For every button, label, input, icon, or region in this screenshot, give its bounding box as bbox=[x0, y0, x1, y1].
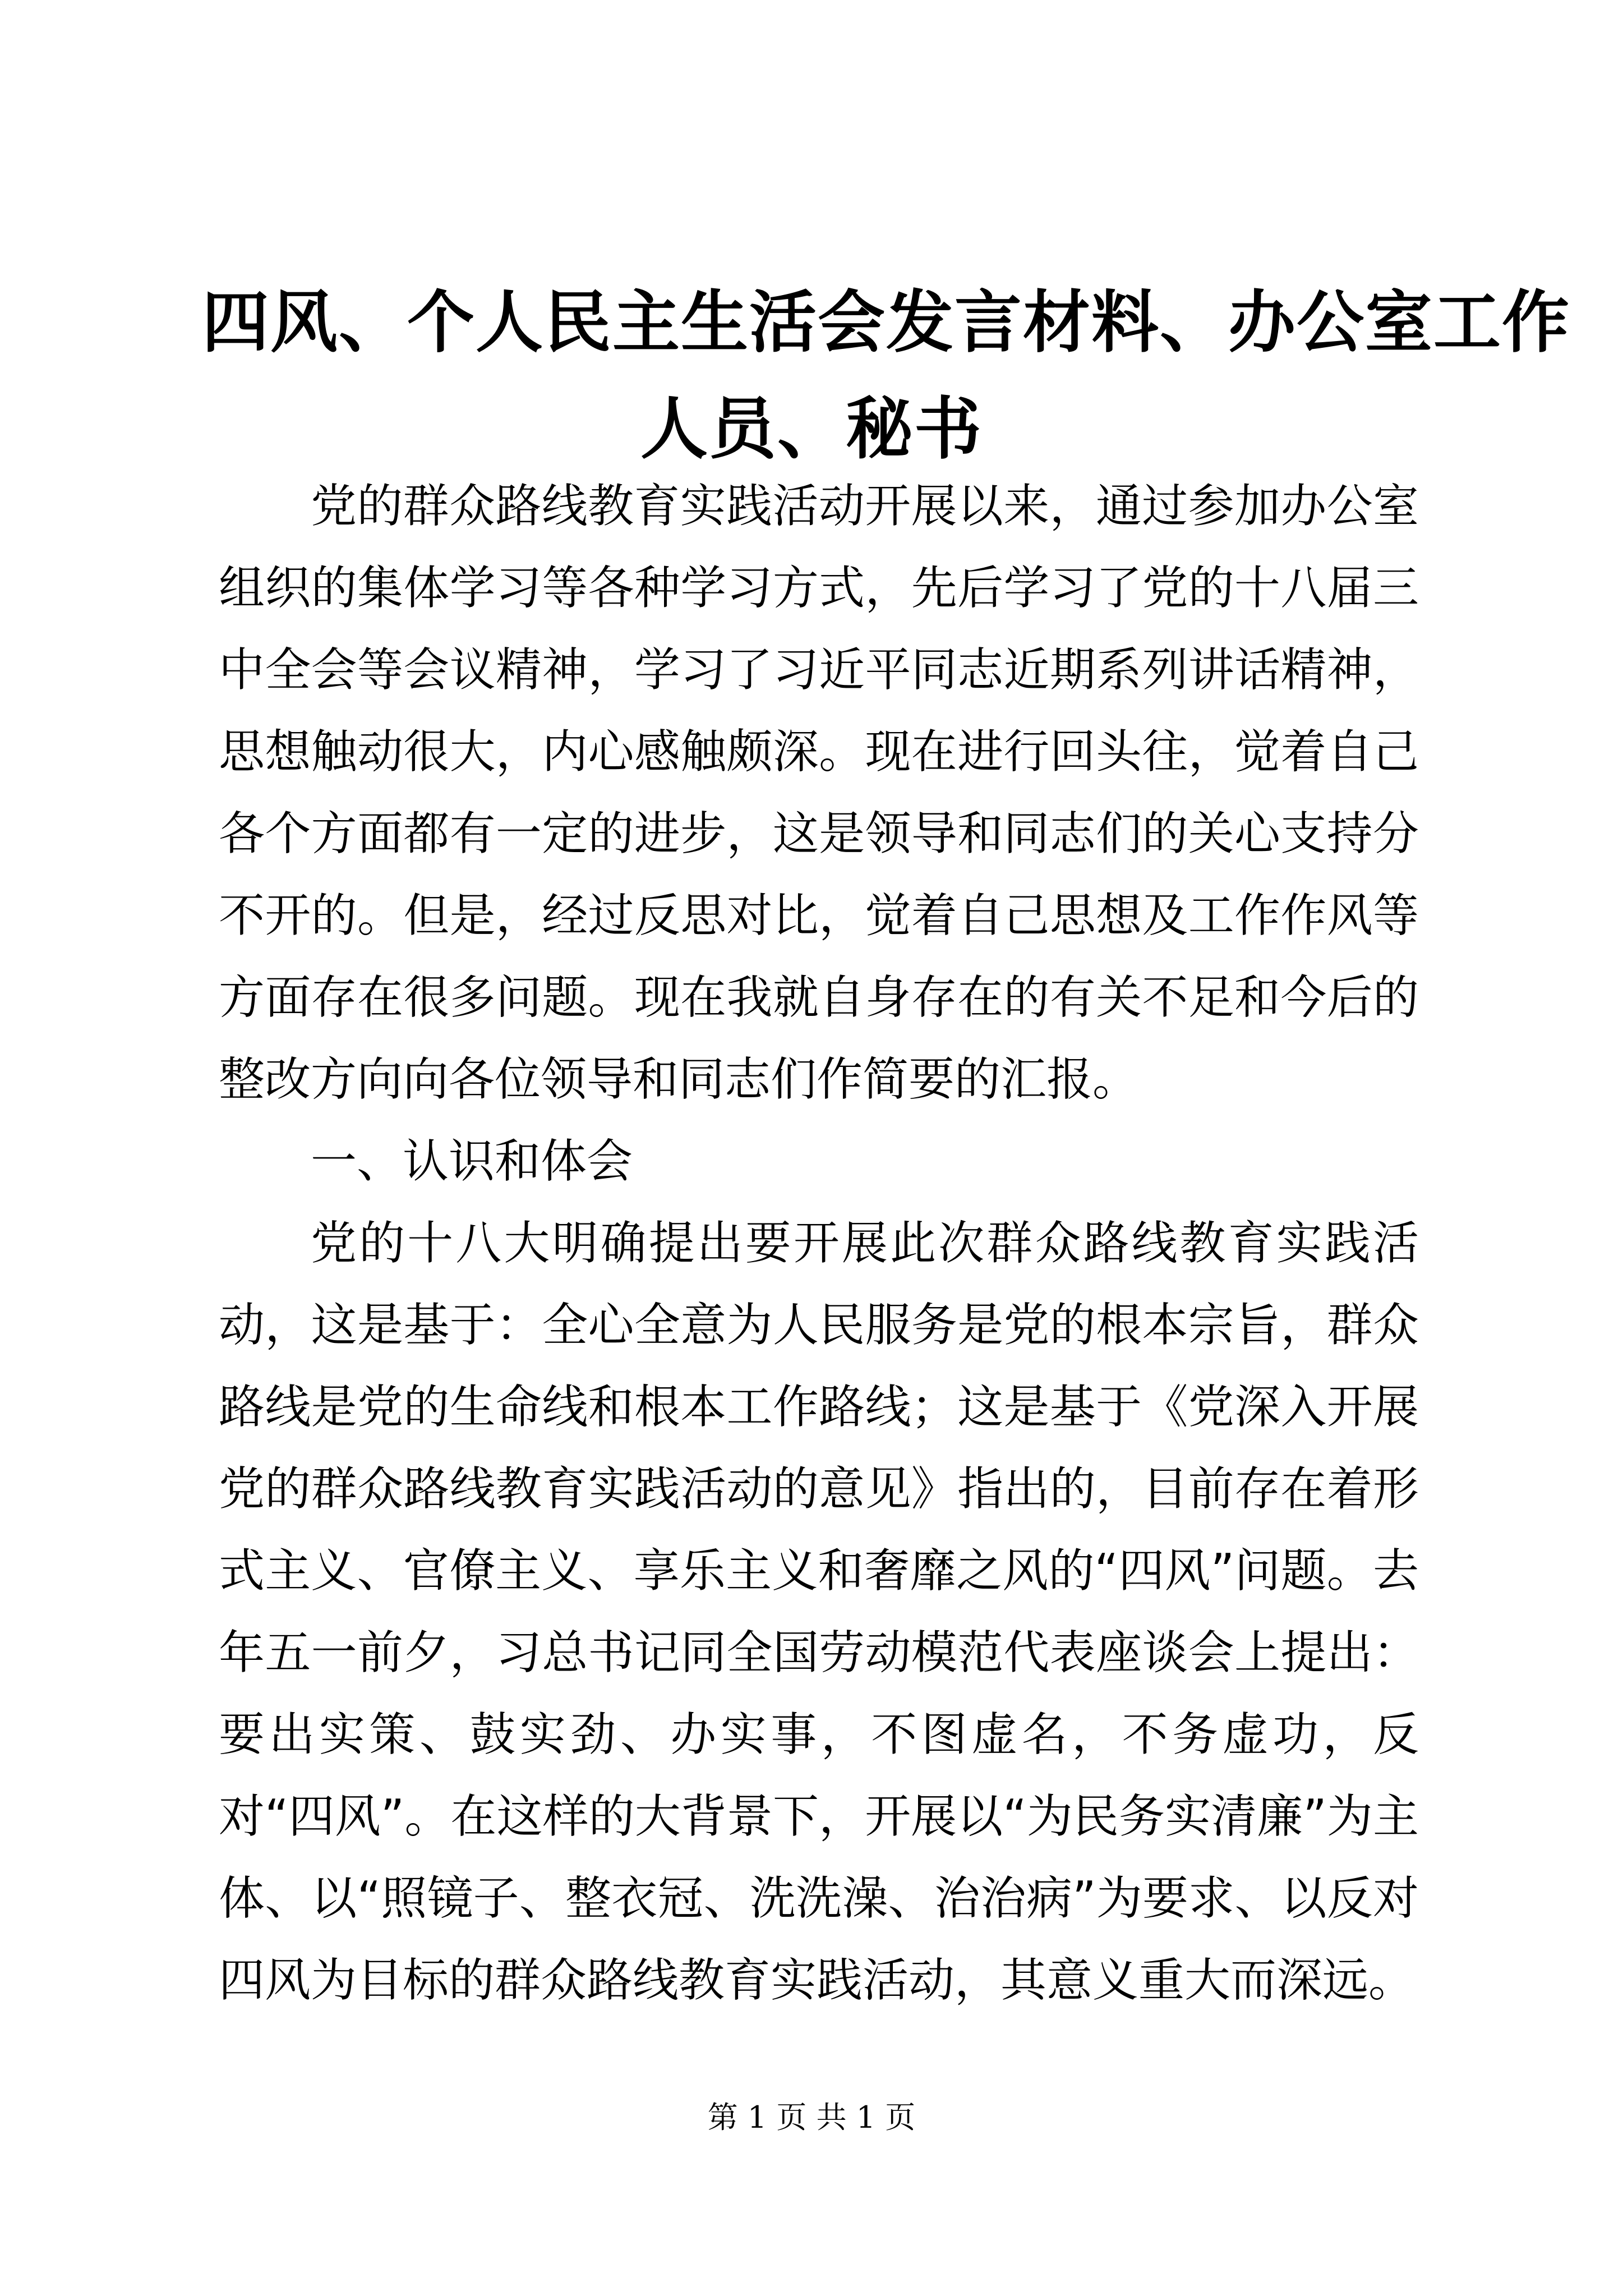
page-footer: 第 1 页 共 1 页 bbox=[707, 2100, 916, 2135]
section-paragraph: 党的十八大明确提出要开展此次群众路线教育实践活动，这是基于：全心全意为人民服务是党的根本宗旨，群众路线是党的生命线和根本工作路线；这是基于《党深入开展党的群众路线教育实践活动的意见》指出的，目前存在着形式主义、官僚主义、享乐主义和奢靡之风的“四风”问题。去年五一前夕，习总书记同全国劳动模范代表座谈会上提出：要出实策、鼓实劲、办实事，不图虚名，不务虚功，反对“四风”。在这样的大背景下，开展以“为民务实清廉”为主体、以“照镜子、整衣冠、洗洗澡、治治病”为要求、以反对四风为目标的群众路线教育实践活动，其意义重大而深远。 bbox=[219, 1217, 1419, 2007]
section-heading: 一、认识和体会 bbox=[311, 1135, 633, 1188]
document-title-line-1: 四风、个人民主生活会发言材料、办公室工作 bbox=[202, 283, 1570, 362]
document-title-line-2: 人员、秘书 bbox=[640, 389, 983, 468]
intro-paragraph: 党的群众路线教育实践活动开展以来，通过参加办公室组织的集体学习等各种学习方式，先后学习了党的十八届三中全会等会议精神，学习了习近平同志近期系列讲话精神，思想触动很大，内心感触颇深。现在进行回头往，觉着自己各个方面都有一定的进步，这是领导和同志们的关心支持分不开的。但是，经过反思对比，觉着自己思想及工作作风等方面存在很多问题。现在我就自身存在的有关不足和今后的整改方向向各位领导和同志们作简要的汇报。 bbox=[219, 480, 1419, 1106]
document-body bbox=[219, 466, 1419, 2022]
document-title bbox=[202, 269, 1570, 482]
